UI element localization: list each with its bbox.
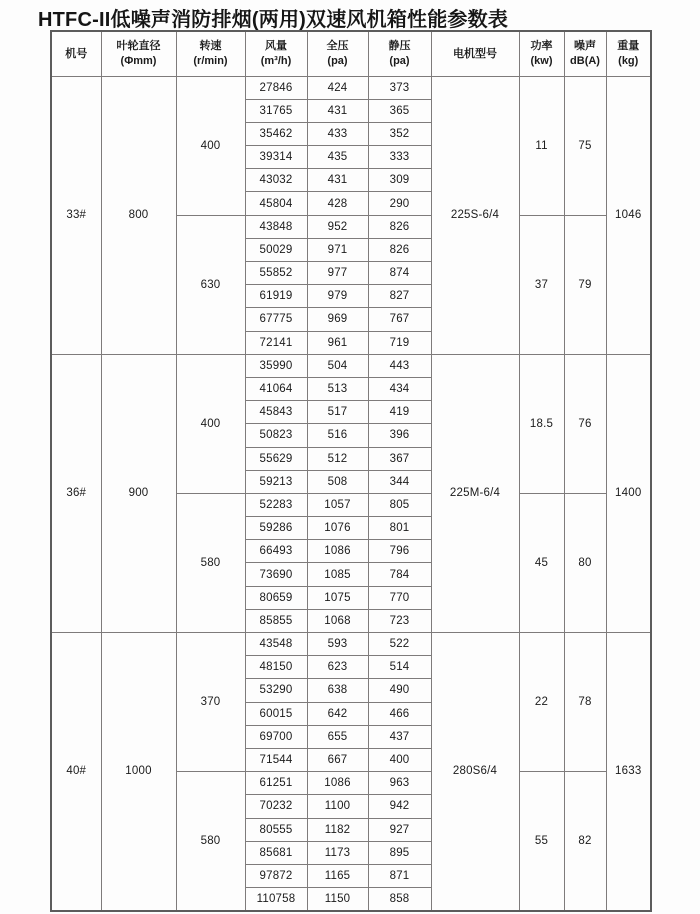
total-pressure-cell: 1086 <box>307 772 368 795</box>
motor-model-cell: 225M-6/4 <box>431 354 519 632</box>
total-pressure-cell: 428 <box>307 192 368 215</box>
airflow-cell: 43032 <box>245 169 307 192</box>
airflow-cell: 80659 <box>245 586 307 609</box>
header-static-pressure <box>368 31 431 76</box>
static-pressure-cell: 874 <box>368 262 431 285</box>
static-pressure-cell: 290 <box>368 192 431 215</box>
airflow-cell: 55629 <box>245 447 307 470</box>
airflow-cell: 50029 <box>245 238 307 261</box>
total-pressure-cell: 1165 <box>307 864 368 887</box>
total-pressure-cell: 593 <box>307 633 368 656</box>
static-pressure-cell: 826 <box>368 238 431 261</box>
motor-model-cell: 225S-6/4 <box>431 76 519 354</box>
total-pressure-cell: 1057 <box>307 493 368 516</box>
noise-cell: 75 <box>564 76 606 215</box>
airflow-cell: 70232 <box>245 795 307 818</box>
table-row <box>51 76 651 99</box>
total-pressure-cell: 504 <box>307 354 368 377</box>
static-pressure-cell: 719 <box>368 331 431 354</box>
airflow-cell: 50823 <box>245 424 307 447</box>
airflow-cell: 52283 <box>245 493 307 516</box>
airflow-cell: 72141 <box>245 331 307 354</box>
total-pressure-cell: 1150 <box>307 888 368 911</box>
header-weight <box>606 31 651 76</box>
static-pressure-cell: 419 <box>368 401 431 424</box>
static-pressure-cell: 723 <box>368 609 431 632</box>
header-diameter <box>101 31 176 76</box>
header-label: 机号 <box>65 47 88 60</box>
total-pressure-cell: 638 <box>307 679 368 702</box>
noise-cell: 80 <box>564 493 606 632</box>
total-pressure-cell: 1182 <box>307 818 368 841</box>
static-pressure-cell: 942 <box>368 795 431 818</box>
header-label: 全压 <box>326 40 349 53</box>
impeller-diameter-cell: 900 <box>101 354 176 632</box>
power-cell: 45 <box>519 493 564 632</box>
airflow-cell: 43848 <box>245 215 307 238</box>
total-pressure-cell: 1086 <box>307 540 368 563</box>
total-pressure-cell: 961 <box>307 331 368 354</box>
airflow-cell: 31765 <box>245 99 307 122</box>
motor-model-cell: 280S6/4 <box>431 633 519 911</box>
speed-cell: 630 <box>176 215 245 354</box>
table-body <box>51 76 651 911</box>
static-pressure-cell: 434 <box>368 377 431 400</box>
total-pressure-cell: 1076 <box>307 517 368 540</box>
total-pressure-cell: 433 <box>307 122 368 145</box>
power-cell: 22 <box>519 633 564 772</box>
machine-number-cell: 33# <box>51 76 101 354</box>
total-pressure-cell: 1100 <box>307 795 368 818</box>
total-pressure-cell: 1075 <box>307 586 368 609</box>
total-pressure-cell: 435 <box>307 146 368 169</box>
power-cell: 55 <box>519 772 564 911</box>
header-unit: (r/min) <box>193 54 228 67</box>
header-unit: (Φmm) <box>120 54 157 67</box>
airflow-cell: 41064 <box>245 377 307 400</box>
header-label: 风量 <box>265 40 287 53</box>
header-label: 叶轮直径 <box>116 40 161 53</box>
header-label: 重量 <box>617 40 640 53</box>
airflow-cell: 53290 <box>245 679 307 702</box>
header-motor-model <box>431 31 519 76</box>
airflow-cell: 35462 <box>245 122 307 145</box>
static-pressure-cell: 365 <box>368 99 431 122</box>
impeller-diameter-cell: 800 <box>101 76 176 354</box>
header-unit: dB(A) <box>570 54 600 67</box>
speed-cell: 580 <box>176 493 245 632</box>
power-cell: 37 <box>519 215 564 354</box>
static-pressure-cell: 963 <box>368 772 431 795</box>
power-cell: 11 <box>519 76 564 215</box>
header-row <box>51 31 651 76</box>
static-pressure-cell: 522 <box>368 633 431 656</box>
total-pressure-cell: 512 <box>307 447 368 470</box>
header-unit: (pa) <box>389 54 410 67</box>
header-label: 转速 <box>199 40 222 53</box>
static-pressure-cell: 396 <box>368 424 431 447</box>
static-pressure-cell: 367 <box>368 447 431 470</box>
total-pressure-cell: 517 <box>307 401 368 424</box>
airflow-cell: 35990 <box>245 354 307 377</box>
weight-cell: 1046 <box>606 76 651 354</box>
static-pressure-cell: 333 <box>368 146 431 169</box>
airflow-cell: 60015 <box>245 702 307 725</box>
airflow-cell: 67775 <box>245 308 307 331</box>
static-pressure-cell: 826 <box>368 215 431 238</box>
table-row <box>51 633 651 656</box>
total-pressure-cell: 424 <box>307 76 368 99</box>
airflow-cell: 71544 <box>245 748 307 771</box>
total-pressure-cell: 1085 <box>307 563 368 586</box>
total-pressure-cell: 516 <box>307 424 368 447</box>
airflow-cell: 48150 <box>245 656 307 679</box>
static-pressure-cell: 770 <box>368 586 431 609</box>
table-row <box>51 354 651 377</box>
header-label: 电机型号 <box>453 47 497 60</box>
static-pressure-cell: 373 <box>368 76 431 99</box>
airflow-cell: 27846 <box>245 76 307 99</box>
total-pressure-cell: 508 <box>307 470 368 493</box>
airflow-cell: 59213 <box>245 470 307 493</box>
static-pressure-cell: 443 <box>368 354 431 377</box>
header-total-pressure <box>307 31 368 76</box>
total-pressure-cell: 952 <box>307 215 368 238</box>
header-unit: (kw) <box>530 54 553 67</box>
header-unit: (kg) <box>618 54 639 67</box>
airflow-cell: 61251 <box>245 772 307 795</box>
static-pressure-cell: 344 <box>368 470 431 493</box>
airflow-cell: 43548 <box>245 633 307 656</box>
static-pressure-cell: 784 <box>368 563 431 586</box>
total-pressure-cell: 979 <box>307 285 368 308</box>
total-pressure-cell: 513 <box>307 377 368 400</box>
weight-cell: 1400 <box>606 354 651 632</box>
airflow-cell: 85855 <box>245 609 307 632</box>
header-unit: (pa) <box>327 54 348 67</box>
page-title: HTFC-II低噪声消防排烟(两用)双速风机箱性能参数表 <box>38 9 509 31</box>
airflow-cell: 110758 <box>245 888 307 911</box>
machine-number-cell: 36# <box>51 354 101 632</box>
noise-cell: 82 <box>564 772 606 911</box>
total-pressure-cell: 971 <box>307 238 368 261</box>
total-pressure-cell: 667 <box>307 748 368 771</box>
airflow-cell: 97872 <box>245 864 307 887</box>
static-pressure-cell: 437 <box>368 725 431 748</box>
power-cell: 18.5 <box>519 354 564 493</box>
speed-cell: 400 <box>176 76 245 215</box>
speed-cell: 580 <box>176 772 245 911</box>
airflow-cell: 39314 <box>245 146 307 169</box>
static-pressure-cell: 801 <box>368 517 431 540</box>
static-pressure-cell: 400 <box>368 748 431 771</box>
static-pressure-cell: 352 <box>368 122 431 145</box>
static-pressure-cell: 490 <box>368 679 431 702</box>
speed-cell: 370 <box>176 633 245 772</box>
total-pressure-cell: 431 <box>307 169 368 192</box>
airflow-cell: 59286 <box>245 517 307 540</box>
static-pressure-cell: 858 <box>368 888 431 911</box>
airflow-cell: 80555 <box>245 818 307 841</box>
total-pressure-cell: 1068 <box>307 609 368 632</box>
static-pressure-cell: 827 <box>368 285 431 308</box>
header-label: 功率 <box>530 40 553 53</box>
static-pressure-cell: 514 <box>368 656 431 679</box>
machine-number-cell: 40# <box>51 633 101 911</box>
header-speed <box>176 31 245 76</box>
total-pressure-cell: 969 <box>307 308 368 331</box>
noise-cell: 79 <box>564 215 606 354</box>
static-pressure-cell: 895 <box>368 841 431 864</box>
airflow-cell: 66493 <box>245 540 307 563</box>
static-pressure-cell: 927 <box>368 818 431 841</box>
total-pressure-cell: 1173 <box>307 841 368 864</box>
header-airflow <box>245 31 307 76</box>
static-pressure-cell: 805 <box>368 493 431 516</box>
speed-cell: 400 <box>176 354 245 493</box>
noise-cell: 76 <box>564 354 606 493</box>
airflow-cell: 61919 <box>245 285 307 308</box>
total-pressure-cell: 623 <box>307 656 368 679</box>
static-pressure-cell: 767 <box>368 308 431 331</box>
fan-spec-table <box>50 30 652 912</box>
header-machine <box>51 31 101 76</box>
airflow-cell: 55852 <box>245 262 307 285</box>
total-pressure-cell: 655 <box>307 725 368 748</box>
total-pressure-cell: 977 <box>307 262 368 285</box>
airflow-cell: 85681 <box>245 841 307 864</box>
static-pressure-cell: 796 <box>368 540 431 563</box>
static-pressure-cell: 871 <box>368 864 431 887</box>
header-noise <box>564 31 606 76</box>
weight-cell: 1633 <box>606 633 651 911</box>
header-label: 噪声 <box>574 40 596 53</box>
header-label: 静压 <box>388 40 411 53</box>
airflow-cell: 73690 <box>245 563 307 586</box>
static-pressure-cell: 466 <box>368 702 431 725</box>
total-pressure-cell: 642 <box>307 702 368 725</box>
total-pressure-cell: 431 <box>307 99 368 122</box>
header-unit: (m³/h) <box>260 54 292 67</box>
airflow-cell: 45843 <box>245 401 307 424</box>
airflow-cell: 69700 <box>245 725 307 748</box>
airflow-cell: 45804 <box>245 192 307 215</box>
noise-cell: 78 <box>564 633 606 772</box>
table-header <box>51 31 651 76</box>
static-pressure-cell: 309 <box>368 169 431 192</box>
impeller-diameter-cell: 1000 <box>101 633 176 911</box>
header-power <box>519 31 564 76</box>
